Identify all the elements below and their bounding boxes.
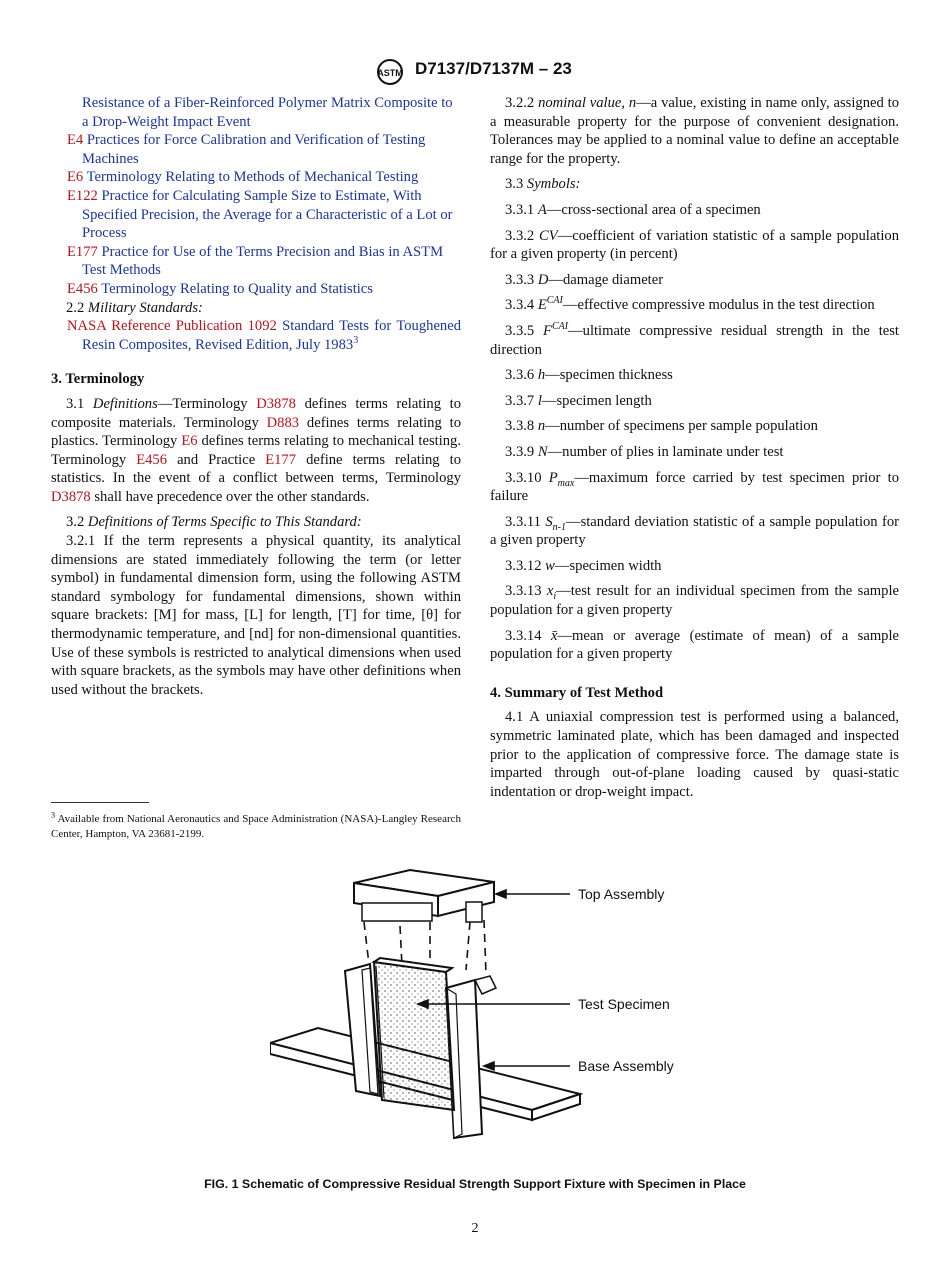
reference-item[interactable]: E122 Practice for Calculating Sample Size to Estimate, With Specified Precision, the Average for a Characteristic of a Lot or Process bbox=[67, 187, 453, 242]
symbol-definition: 3.3.9 N—number of plies in laminate under test bbox=[505, 443, 784, 460]
symbol-definition: 3.3.8 n—number of specimens per sample population bbox=[505, 418, 818, 435]
paragraph-3-1: 3.1 Definitions—Terminology D3878 defines terms relating to composite materials. Terminology D883 defines terms relating to plastics. Terminology E6 defines terms relating to mechanical testing. Terminology E456 and Practice E177 define terms relating to statistics. In the event of a conflict between terms, Terminology D3878 shall have precedence over the other standards. bbox=[51, 395, 461, 505]
astm-logo-icon bbox=[373, 58, 407, 86]
symbol-definition: 3.3.13 $x_i—test$ result for an individual specimen from the sample population for a given property bbox=[490, 583, 899, 619]
document-id: D7137/D7137M – 23 bbox=[415, 59, 572, 78]
paragraph-3-2-1: 3.2.1 If the term represents a physical quantity, its analytical dimensions are stated immediately following the term (or letter symbol) in fundamental dimension form, using the following ASTM standard symbology for fundamental dimensions, shown within square brackets: [M] for mass, [L] for length, [T] for time, [θ] for thermodynamic temperature, and [nd] for non-dimensional quantities. Use of these symbols is restricted to analytical dimensions when used with square brackets, as the symbols may have other definitions when used without the brackets. bbox=[51, 533, 461, 698]
left-column bbox=[51, 94, 461, 699]
symbol-definition: 3.3.10 $P_{max}—maximum$ force carried by test specimen prior to failure bbox=[490, 469, 899, 505]
symbol-definition: 3.3.12 w—specimen width bbox=[505, 557, 662, 574]
symbol-definition: 3.3.4 $E^{CAI}—effective$ compressive modulus in the test direction bbox=[505, 295, 875, 314]
footnote: $^3$ Available from National Aeronautics and Space Administration (NASA)-Langley Research Center, Hampton, VA 23681-2199. bbox=[51, 810, 461, 840]
reference-continuation: Resistance of a Fiber-Reinforced Polymer Matrix Composite to a Drop-Weight Impact Event bbox=[82, 95, 453, 130]
nasa-reference[interactable]: NASA Reference Publication 1092 Standard Tests for Toughened Resin Composites, Revised Edition, July 1983$^3$ bbox=[67, 318, 461, 353]
fixture-schematic bbox=[270, 858, 690, 1173]
svg-text:ASTM: ASTM bbox=[377, 68, 403, 78]
page-header bbox=[0, 58, 950, 80]
symbol-definition: 3.3.1 A—cross-sectional area of a specimen bbox=[505, 201, 761, 218]
symbol-definition: 3.3.11 $S_{n-1}—standard$ deviation statistic of a sample population for a given property bbox=[490, 513, 899, 549]
paragraph-4-1: 4.1 A uniaxial compression test is performed using a balanced, symmetric laminated plate, which has been damaged and inspected prior to the application of compressive force. The damage state is imparted through out-of-plane loading caused by quasi-static indentation or drop-weight impact. bbox=[490, 709, 899, 800]
reference-item[interactable]: E6 Terminology Relating to Methods of Mechanical Testing bbox=[67, 169, 419, 186]
link-e6[interactable]: E6 bbox=[181, 433, 198, 450]
link-e177[interactable]: E177 bbox=[265, 451, 297, 468]
symbol-definition: 3.3.14 x̄—mean or average (estimate of mean) of a sample population for a given property bbox=[490, 627, 900, 663]
label-top-assembly: Top Assembly bbox=[578, 886, 665, 902]
footnote-rule bbox=[51, 802, 149, 803]
link-d3878[interactable]: D3878 bbox=[256, 395, 296, 412]
label-base-assembly: Base Assembly bbox=[578, 1058, 674, 1074]
section-4-title: 4. Summary of Test Method bbox=[490, 684, 664, 701]
symbol-definition: 3.3.3 D—damage diameter bbox=[505, 271, 664, 288]
link-e456[interactable]: E456 bbox=[136, 451, 168, 468]
reference-item[interactable]: E177 Practice for Use of the Terms Precision and Bias in ASTM Test Methods bbox=[67, 243, 444, 279]
figure-caption: FIG. 1 Schematic of Compressive Residual Strength Support Fixture with Specimen in Place bbox=[204, 1177, 746, 1191]
test-specimen bbox=[374, 958, 454, 1110]
link-d883[interactable]: D883 bbox=[266, 414, 300, 431]
label-test-specimen: Test Specimen bbox=[578, 996, 670, 1012]
paragraph-3-2-2: 3.2.2 nominal value, n—a value, existing in name only, assigned to a measurable property for the purpose of convenient designation. Tolerances may be applied to a nominal value to define an acceptable range for the property. bbox=[490, 95, 899, 167]
military-standards-heading: 2.2 Military Standards: bbox=[66, 299, 203, 316]
reference-item[interactable]: E456 Terminology Relating to Quality and Statistics bbox=[67, 280, 373, 297]
paragraph-3-2: 3.2 Definitions of Terms Specific to This Standard: bbox=[66, 514, 362, 531]
top-assembly bbox=[354, 870, 494, 922]
symbol-definition: 3.3.6 h—specimen thickness bbox=[505, 367, 673, 384]
page-number: 2 bbox=[471, 1221, 479, 1236]
symbol-definition: 3.3.7 l—specimen length bbox=[505, 392, 652, 409]
symbol-definition: 3.3.2 CV—coefficient of variation statistic of a sample population for a given property (in percent) bbox=[490, 227, 899, 263]
right-column bbox=[490, 94, 899, 801]
section-3-title: 3. Terminology bbox=[51, 371, 145, 388]
reference-item[interactable]: E4 Practices for Force Calibration and Verification of Testing Machines bbox=[67, 132, 426, 167]
link-d3878[interactable]: D3878 bbox=[51, 488, 91, 505]
symbols-list bbox=[490, 201, 899, 664]
symbol-definition: 3.3.5 $F^{CAI}—ultimate$ compressive residual strength in the test direction bbox=[490, 321, 899, 358]
symbols-heading: 3.3 Symbols: bbox=[505, 176, 581, 193]
